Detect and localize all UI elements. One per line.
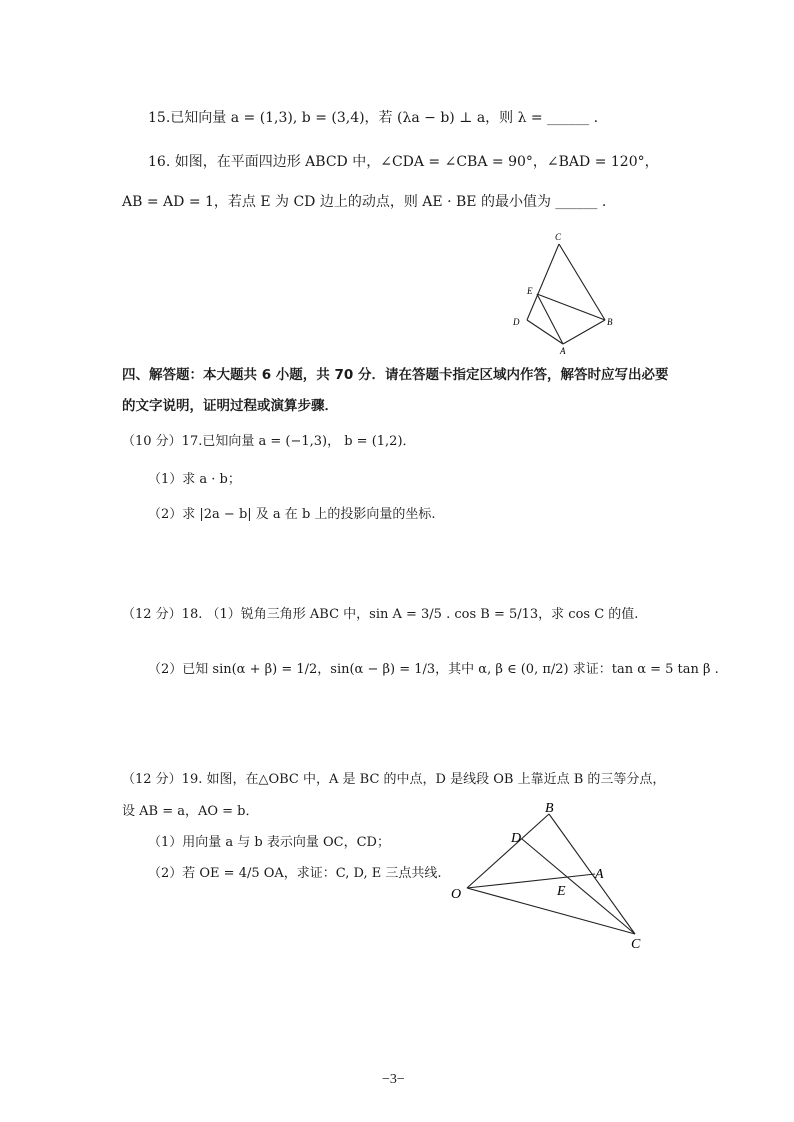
edge-cd [527, 244, 559, 320]
triangle-obc-figure [445, 800, 655, 950]
question-19-part-2: （2）若 OE = 4/5 OA，求证：C, D, E 三点共线. [148, 866, 442, 881]
edge-cb [559, 244, 605, 320]
question-19-part-1: （1）用向量 a 与 b 表示向量 OC，CD； [148, 835, 390, 850]
question-18-part-1: （12 分）18. （1）锐角三角形 ABC 中，sin A = 3/5 . cos B = 5/13，求 cos C 的值. [122, 607, 639, 622]
quadrilateral-figure [505, 232, 635, 357]
label-c: C [555, 232, 562, 242]
edge-oa [467, 874, 595, 888]
edge-ea [537, 294, 563, 344]
label-a: A [595, 867, 604, 882]
section-4-heading-line-1: 四、解答题：本大题共 6 小题，共 70 分．请在答题卡指定区域内作答，解答时应写出必要 [122, 367, 669, 383]
question-17-part-2: （2）求 |2a − b| 及 a 在 b 上的投影向量的坐标. [148, 507, 436, 522]
label-d: D [513, 317, 520, 327]
question-16-line-2: AB = AD = 1，若点 E 为 CD 边上的动点，则 AE · BE 的最小值为 ______ . [122, 194, 607, 210]
question-17-part-1: （1）求 a · b； [148, 472, 241, 487]
label-b: B [607, 317, 613, 327]
label-e: E [557, 884, 566, 899]
label-c: C [631, 937, 641, 950]
question-18-part-2: （2）已知 sin(α + β) = 1/2，sin(α − β) = 1/3，其中 α, β ∈ (0, π/2) 求证：tan α = 5 tan β . [148, 662, 719, 677]
edge-dc [522, 839, 635, 934]
page-number: −3− [382, 1072, 405, 1087]
edge-ab [563, 320, 605, 344]
question-15: 15.已知向量 a = (1,3), b = (3,4)，若 (λa − b) ⊥ a，则 λ = ______ . [148, 110, 599, 126]
question-17-stem: （10 分）17.已知向量 a = (−1,3)， b = (1,2)． [122, 434, 416, 449]
edge-da [527, 320, 563, 344]
section-4-heading-line-2: 的文字说明，证明过程或演算步骤． [122, 398, 338, 414]
question-16-line-1: 16. 如图，在平面四边形 ABCD 中，∠CDA = ∠CBA = 90°，∠BAD = 120°， [148, 154, 659, 170]
edge-oc [467, 888, 635, 934]
label-e: E [527, 286, 533, 296]
label-b: B [545, 801, 554, 816]
edge-eb [537, 294, 605, 320]
label-a: A [560, 346, 566, 356]
label-o: O [451, 887, 462, 902]
label-d: D [511, 831, 522, 846]
question-19-stem-line-1: （12 分）19. 如图，在△OBC 中，A 是 BC 的中点，D 是线段 OB 上靠近点 B 的三等分点， [122, 772, 666, 787]
question-19-stem-line-2: 设 AB = a，AO = b． [122, 804, 259, 819]
